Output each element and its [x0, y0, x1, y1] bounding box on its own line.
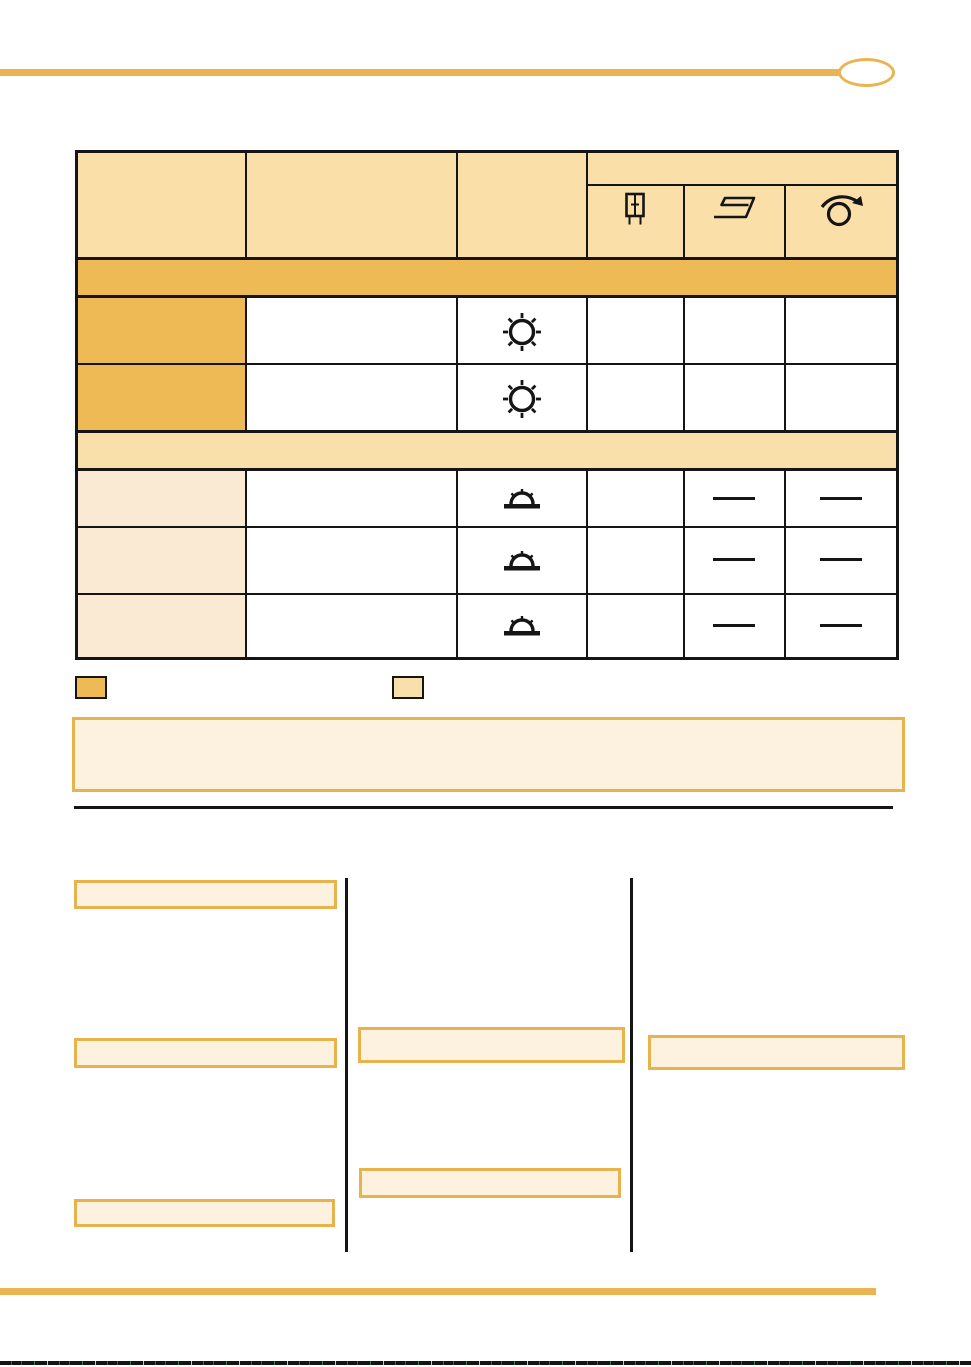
- body-cell: [246, 364, 457, 432]
- body-cell: [246, 594, 457, 659]
- fabric-spec-table: [75, 150, 899, 660]
- half-sun-dial-icon: [503, 617, 541, 634]
- header-cell-col6: [785, 185, 898, 259]
- column-divider-1: [345, 878, 348, 1252]
- callout-box-col1-3: [74, 1199, 335, 1227]
- row-label-cell: [77, 594, 246, 659]
- table-row: [77, 470, 898, 527]
- table-row: [77, 594, 898, 659]
- section-band-light: [77, 432, 898, 470]
- legend-light-swatch: [392, 676, 424, 699]
- row-label-cell: [77, 297, 246, 364]
- callout-box-col1-2: [74, 1038, 337, 1068]
- dash-cell: [785, 470, 898, 527]
- iron-icon: [710, 198, 758, 215]
- table-row: [77, 364, 898, 432]
- row-label-cell: [77, 364, 246, 432]
- dial-cell: [457, 297, 587, 364]
- scan-registration-strip: [0, 1361, 971, 1365]
- dial-cell: [457, 470, 587, 527]
- dash-cell: [684, 594, 785, 659]
- half-sun-dial-icon: [503, 551, 541, 568]
- body-cell: [785, 364, 898, 432]
- dash-mark: [713, 497, 755, 500]
- callout-box-col1-1: [74, 880, 337, 909]
- dial-cell: [457, 594, 587, 659]
- body-cell: [587, 364, 684, 432]
- row-label-cell: [77, 470, 246, 527]
- needle-icon: [622, 200, 648, 217]
- header-cell-col5: [684, 185, 785, 259]
- legend-dark-swatch: [75, 676, 107, 699]
- header-cell-col3: [457, 152, 587, 259]
- header-group-cell: [587, 152, 898, 185]
- dash-cell: [684, 527, 785, 594]
- dash-mark: [820, 497, 862, 500]
- body-cell: [587, 594, 684, 659]
- header-cell-col1: [77, 152, 246, 259]
- table-header-row: [77, 152, 898, 185]
- body-cell: [587, 297, 684, 364]
- section-band-dark-cell: [77, 259, 898, 297]
- note-box: [72, 717, 905, 792]
- dash-cell: [785, 527, 898, 594]
- section-divider-rule: [74, 806, 893, 809]
- body-cell: [246, 527, 457, 594]
- body-cell: [246, 297, 457, 364]
- column-divider-2: [630, 878, 633, 1252]
- header-cell-col4: [587, 185, 684, 259]
- sun-dial-icon: [502, 321, 542, 338]
- table-row: [77, 527, 898, 594]
- header-cell-col2: [246, 152, 457, 259]
- dial-cell: [457, 527, 587, 594]
- top-divider-rule: [0, 69, 845, 76]
- callout-box-col2-1: [358, 1027, 625, 1063]
- bobbin-winding-icon: [817, 201, 865, 218]
- dash-cell: [684, 470, 785, 527]
- body-cell: [785, 297, 898, 364]
- body-cell: [684, 364, 785, 432]
- callout-box-col2-2: [359, 1168, 621, 1198]
- body-cell: [246, 470, 457, 527]
- dash-cell: [785, 594, 898, 659]
- body-cell: [684, 297, 785, 364]
- dial-cell: [457, 364, 587, 432]
- dash-mark: [820, 624, 862, 627]
- bottom-divider-rule: [0, 1288, 876, 1295]
- dash-mark: [820, 558, 862, 561]
- section-band-dark: [77, 259, 898, 297]
- page-number-ellipse: [838, 58, 895, 87]
- table-row: [77, 297, 898, 364]
- body-cell: [587, 527, 684, 594]
- row-label-cell: [77, 527, 246, 594]
- section-band-light-cell: [77, 432, 898, 470]
- dash-mark: [713, 558, 755, 561]
- half-sun-dial-icon: [503, 489, 541, 506]
- dash-mark: [713, 624, 755, 627]
- callout-box-col3-1: [648, 1035, 905, 1070]
- sun-dial-icon: [502, 388, 542, 405]
- body-cell: [587, 470, 684, 527]
